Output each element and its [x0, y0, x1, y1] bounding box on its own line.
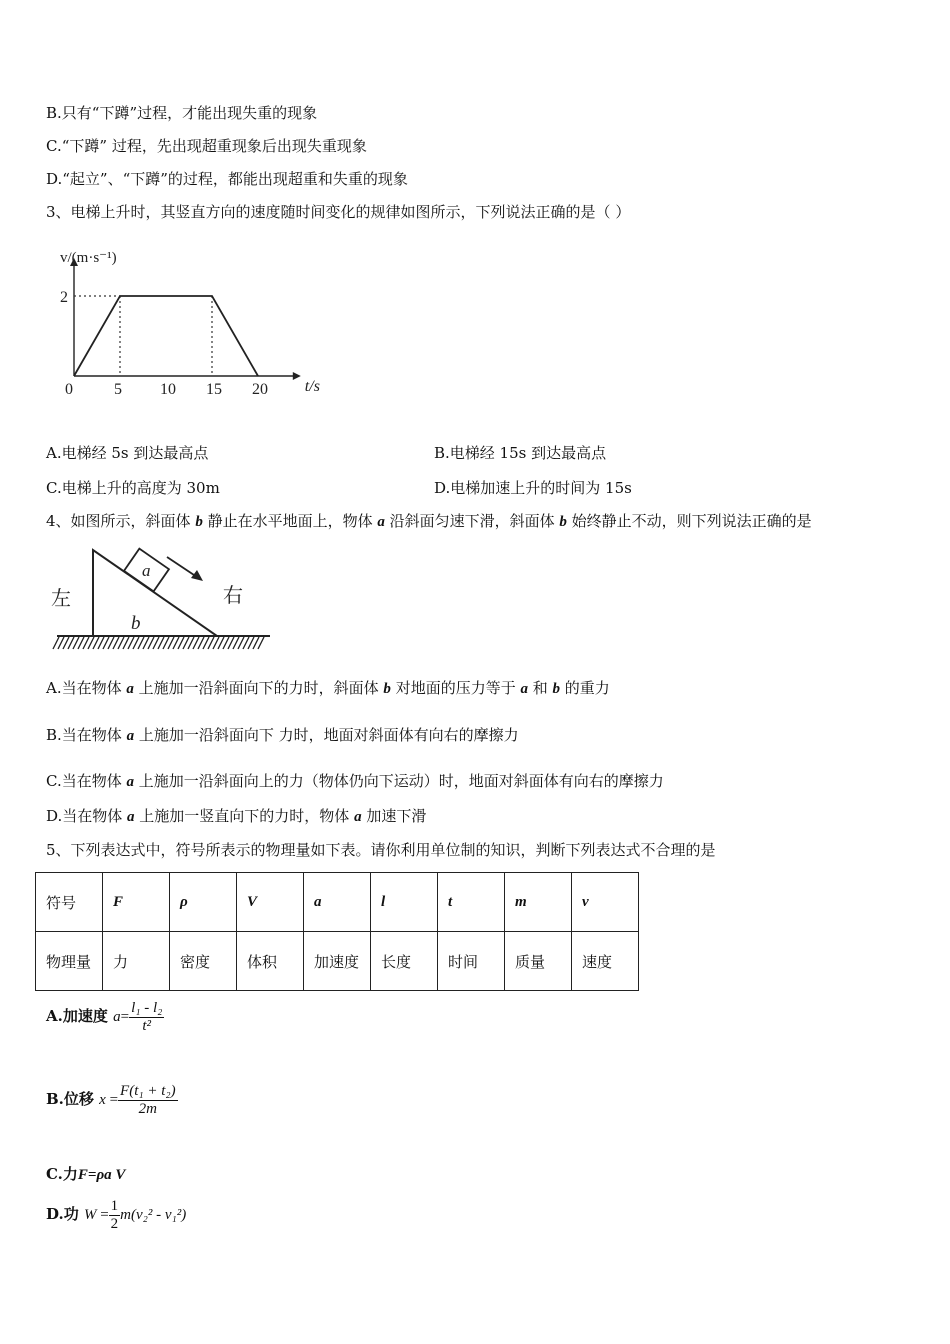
q4d-v2: a — [354, 809, 362, 825]
q4-stem — [46, 511, 812, 532]
x-tick-label-5: 5 — [114, 381, 122, 398]
q5b-label: B.位移 — [46, 1089, 94, 1108]
table-cell: V — [237, 873, 304, 932]
q5b-denominator: 2m — [138, 1101, 157, 1117]
q5b-fraction — [118, 1083, 178, 1118]
hatch-mark — [113, 637, 119, 649]
q5a-label: A.加速度 — [46, 1006, 108, 1025]
hatch-mark — [193, 637, 199, 649]
table-cell: 符号 — [36, 873, 103, 932]
hatch-mark — [248, 637, 254, 649]
hatch-mark — [188, 637, 194, 649]
hatch-mark — [228, 637, 234, 649]
hatch-mark — [63, 637, 69, 649]
q4-stem-text-4: 始终静止不动，则下列说法正确的是 — [566, 512, 812, 530]
q5b-numerator: F(t₁ + t₂) — [120, 1083, 176, 1099]
y-axis-label: v/(m·s⁻¹) — [60, 250, 117, 266]
table-cell: 物理量 — [36, 932, 103, 991]
table-cell: 体积 — [237, 932, 304, 991]
q5d-denominator: 2 — [110, 1216, 119, 1232]
q2-option-d: D.“起立”、“下蹲”的过程，都能出现超重和失重的现象 — [46, 170, 408, 188]
hatch-mark — [58, 637, 64, 649]
table-cell: t — [438, 873, 505, 932]
hatch-mark — [138, 637, 144, 649]
left-label: 左 — [51, 588, 71, 610]
q4-option-b — [46, 725, 519, 746]
hatch-mark — [103, 637, 109, 649]
q5d-label: D.功 — [46, 1204, 79, 1223]
table-cell: 质量 — [505, 932, 572, 991]
q4-stem-text-1: 4、如图所示，斜面体 — [46, 512, 196, 530]
hatch-mark — [178, 637, 184, 649]
q5-option-b — [46, 1083, 178, 1118]
q5d-lhs: W — [83, 1206, 97, 1223]
q4d-t1: D.当在物体 — [46, 807, 128, 825]
q5-option-a — [46, 1000, 164, 1035]
q4d-t3: 加速下滑 — [361, 807, 427, 825]
q5-option-c — [46, 1163, 125, 1184]
q4d-v1: a — [127, 809, 135, 825]
block-a — [124, 549, 169, 592]
q4-option-d — [46, 806, 426, 827]
q3-option-d: D.电梯加速上升的时间为 15s — [434, 479, 632, 497]
q5a-lhs: a — [113, 1008, 121, 1025]
q4a-t2: 上施加一沿斜面向下的力时，斜面体 — [133, 679, 384, 697]
q5d-eq: = — [100, 1206, 109, 1223]
table-cell: m — [505, 873, 572, 932]
q4b-t1: B.当在物体 — [46, 726, 127, 744]
velocity-time-chart — [40, 238, 330, 408]
q5d-fraction — [109, 1198, 121, 1233]
hatch-mark — [53, 637, 59, 649]
hatch-mark — [88, 637, 94, 649]
q5a-eq: = — [120, 1008, 130, 1025]
block-label: a — [142, 561, 151, 580]
q4c-t1: C.当在物体 — [46, 772, 127, 790]
table-cell: 密度 — [170, 932, 237, 991]
q5c-expr: F=ρa V — [77, 1167, 126, 1183]
ground-hatching — [53, 637, 264, 649]
hatch-mark — [208, 637, 214, 649]
hatch-mark — [238, 637, 244, 649]
hatch-mark — [163, 637, 169, 649]
quantity-row — [36, 932, 639, 991]
q5a-numerator: l₁ - l₂ — [131, 1000, 163, 1016]
q4-option-c — [46, 771, 664, 792]
incline-diagram — [45, 545, 285, 660]
hatch-mark — [148, 637, 154, 649]
x-axis-arrow — [293, 372, 301, 380]
q5d-rest: m(v₂² - v₁²) — [120, 1206, 187, 1223]
table-cell: 时间 — [438, 932, 505, 991]
q4a-v2: b — [383, 681, 391, 697]
x-tick-label-20: 20 — [252, 381, 268, 398]
q5b-eq: = — [109, 1091, 119, 1108]
q2-option-b: B.只有“下蹲”过程，才能出现失重的现象 — [46, 104, 318, 122]
table-cell: 力 — [103, 932, 170, 991]
q4a-t4: 和 — [527, 679, 553, 697]
hatch-mark — [173, 637, 179, 649]
q4a-v1: a — [126, 681, 134, 697]
table-cell: ρ — [170, 873, 237, 932]
q3-stem: 3、电梯上升时，其竖直方向的速度随时间变化的规律如图所示，下列说法正确的是（ ） — [46, 203, 631, 221]
table-cell: 加速度 — [304, 932, 371, 991]
q5a-formula — [113, 1000, 164, 1034]
q4-option-a — [46, 678, 610, 699]
hatch-mark — [253, 637, 259, 649]
q5a-denominator: t² — [142, 1018, 152, 1034]
q5d-formula — [83, 1198, 187, 1232]
motion-arrow — [167, 557, 197, 577]
q5d-numerator: 1 — [110, 1198, 119, 1214]
q5-stem: 5、下列表达式中，符号所表示的物理量如下表。请你利用单位制的知识，判断下列表达式不合理的是 — [46, 841, 716, 859]
q5-option-d — [46, 1198, 186, 1233]
hatch-mark — [213, 637, 219, 649]
q4c-t2: 上施加一沿斜面向上的力（物体仍向下运动）时，地面对斜面体有向右的摩擦力 — [133, 772, 664, 790]
q4a-t3: 对地面的压力等于 — [390, 679, 521, 697]
hatch-mark — [233, 637, 239, 649]
hatch-mark — [198, 637, 204, 649]
q5b-formula — [99, 1083, 177, 1117]
hatch-mark — [158, 637, 164, 649]
hatch-mark — [128, 637, 134, 649]
q5a-fraction — [129, 1000, 164, 1035]
hatch-mark — [153, 637, 159, 649]
hatch-mark — [223, 637, 229, 649]
hatch-mark — [133, 637, 139, 649]
hatch-mark — [93, 637, 99, 649]
symbol-table — [35, 872, 639, 991]
hatch-mark — [68, 637, 74, 649]
table-cell: 速度 — [572, 932, 639, 991]
wedge-label: b — [131, 613, 141, 634]
y-tick-label-2: 2 — [60, 289, 68, 306]
table-cell: 长度 — [371, 932, 438, 991]
x-tick-label-0: 0 — [65, 381, 73, 398]
hatch-mark — [73, 637, 79, 649]
q4c-v1: a — [126, 774, 134, 790]
q2-option-c: C.“下蹲” 过程，先出现超重现象后出现失重现象 — [46, 137, 367, 155]
q3-option-a: A.电梯经 5s 到达最高点 — [46, 444, 209, 462]
hatch-mark — [143, 637, 149, 649]
motion-arrowhead — [191, 570, 203, 581]
q3-option-c: C.电梯上升的高度为 30m — [46, 479, 220, 497]
q4b-v1: a — [126, 728, 135, 744]
hatch-mark — [123, 637, 129, 649]
q4-stem-var-b: b — [195, 514, 203, 530]
right-label: 右 — [223, 585, 243, 607]
q4a-v3: a — [520, 681, 528, 697]
q4b-t2: 上施加一沿斜面向下 力时，地面对斜面体有向右的摩擦力 — [134, 726, 519, 744]
hatch-mark — [78, 637, 84, 649]
q4a-t5: 的重力 — [560, 679, 610, 697]
hatch-mark — [98, 637, 104, 649]
hatch-mark — [203, 637, 209, 649]
hatch-mark — [258, 637, 264, 649]
hatch-mark — [243, 637, 249, 649]
q4-stem-text-2: 静止在水平地面上，物体 — [202, 512, 378, 530]
hatch-mark — [168, 637, 174, 649]
x-tick-label-10: 10 — [160, 381, 176, 398]
q4-stem-var-a: a — [377, 514, 385, 530]
hatch-mark — [183, 637, 189, 649]
q4-stem-var-b2: b — [559, 514, 567, 530]
symbol-row — [36, 873, 639, 932]
table-cell: l — [371, 873, 438, 932]
x-axis-label: t/s — [304, 378, 320, 395]
q3-option-b: B.电梯经 15s 到达最高点 — [434, 444, 607, 462]
table-cell: F — [103, 873, 170, 932]
table-cell: a — [304, 873, 371, 932]
q4a-t1: A.当在物体 — [46, 679, 127, 697]
q4-stem-text-3: 沿斜面匀速下滑，斜面体 — [384, 512, 560, 530]
hatch-mark — [218, 637, 224, 649]
x-tick-label-15: 15 — [206, 381, 222, 398]
hatch-mark — [83, 637, 89, 649]
q5c-label: C.力 — [46, 1165, 78, 1183]
hatch-mark — [118, 637, 124, 649]
q5b-lhs: x — [99, 1091, 106, 1108]
velocity-series-line — [74, 296, 258, 376]
hatch-mark — [108, 637, 114, 649]
q4a-v4: b — [552, 681, 561, 697]
table-cell: v — [572, 873, 639, 932]
q4d-t2: 上施加一竖直向下的力时，物体 — [134, 807, 355, 825]
